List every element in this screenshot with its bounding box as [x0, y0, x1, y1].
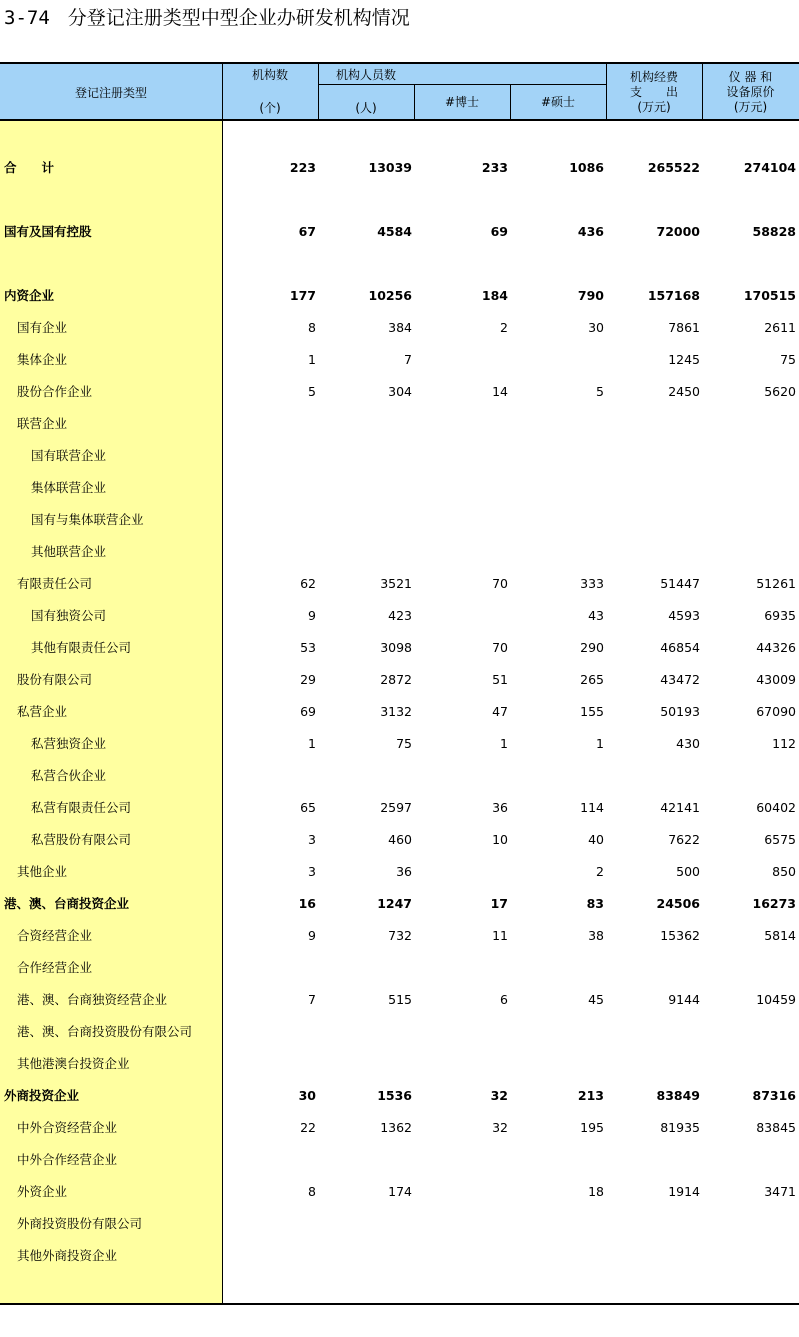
cell-phd: 32 [490, 1088, 508, 1103]
table-row [0, 894, 799, 914]
row-label: 其他外商投资企业 [17, 1248, 118, 1263]
cell-inst-count: 223 [289, 160, 316, 175]
cell-equipment: 5814 [764, 928, 796, 943]
table-row [0, 414, 799, 434]
table-number: 3-74 [4, 7, 50, 29]
cell-equipment: 112 [772, 736, 796, 751]
cell-master: 43 [588, 608, 604, 623]
cell-master: 213 [577, 1088, 604, 1103]
cell-expense: 1914 [668, 1184, 700, 1199]
cell-inst-count: 62 [300, 576, 316, 591]
cell-staff: 384 [388, 320, 412, 335]
cell-inst-count: 3 [308, 864, 316, 879]
cell-inst-count: 9 [308, 928, 316, 943]
cell-expense: 500 [676, 864, 700, 879]
table-row [0, 1214, 799, 1234]
row-label: 股份合作企业 [17, 384, 93, 399]
cell-phd: 2 [500, 320, 508, 335]
row-label: 国有及国有控股 [4, 224, 92, 239]
table-row [0, 1182, 799, 1202]
cell-staff: 10256 [368, 288, 412, 303]
table-header [0, 62, 799, 121]
cell-inst-count: 16 [298, 896, 316, 911]
cell-inst-count: 5 [308, 384, 316, 399]
cell-phd: 17 [490, 896, 508, 911]
row-label: 私营有限责任公司 [31, 800, 132, 815]
cell-staff: 3132 [380, 704, 412, 719]
table-row [0, 1022, 799, 1042]
row-label: 私营合伙企业 [31, 768, 107, 783]
row-label: 港、澳、台商独资经营企业 [17, 992, 168, 1007]
cell-staff: 1362 [380, 1120, 412, 1135]
cell-inst-count: 29 [300, 672, 316, 687]
cell-equipment: 170515 [743, 288, 796, 303]
page-title [4, 6, 410, 30]
cell-phd: 10 [492, 832, 508, 847]
cell-inst-count: 67 [298, 224, 316, 239]
cell-equipment: 6575 [764, 832, 796, 847]
table-row [0, 158, 799, 178]
cell-staff: 3521 [380, 576, 412, 591]
cell-master: 790 [577, 288, 604, 303]
row-label: 其他有限责任公司 [31, 640, 132, 655]
table-row [0, 542, 799, 562]
cell-staff: 460 [388, 832, 412, 847]
cell-expense: 46854 [660, 640, 700, 655]
cell-equipment: 43009 [756, 672, 796, 687]
cell-equipment: 60402 [756, 800, 796, 815]
table-row [0, 990, 799, 1010]
cell-staff: 2597 [380, 800, 412, 815]
header-equipment: 仪 器 和 [728, 70, 773, 84]
row-label: 内资企业 [4, 288, 55, 303]
cell-inst-count: 69 [300, 704, 316, 719]
cell-inst-count: 3 [308, 832, 316, 847]
cell-expense: 43472 [660, 672, 700, 687]
cell-equipment: 87316 [752, 1088, 796, 1103]
row-label: 其他企业 [17, 864, 68, 879]
header-equipment-2: 设备原价 [726, 85, 775, 99]
cell-phd: 36 [492, 800, 508, 815]
cell-master: 30 [588, 320, 604, 335]
cell-equipment: 67090 [756, 704, 796, 719]
cell-inst-count: 8 [308, 320, 316, 335]
header-phd: #博士 [444, 95, 480, 109]
table-row [0, 670, 799, 690]
header-expense-2: 支 出 [629, 85, 678, 99]
cell-equipment: 75 [780, 352, 796, 367]
cell-equipment: 274104 [743, 160, 796, 175]
table-row [0, 734, 799, 754]
cell-expense: 430 [676, 736, 700, 751]
cell-equipment: 5620 [764, 384, 796, 399]
row-label: 国有联营企业 [31, 448, 107, 463]
table-row [0, 1086, 799, 1106]
cell-expense: 2450 [668, 384, 700, 399]
table-row [0, 1054, 799, 1074]
cell-equipment: 850 [772, 864, 796, 879]
table-row [0, 1246, 799, 1266]
cell-phd: 32 [492, 1120, 508, 1135]
cell-equipment: 10459 [756, 992, 796, 1007]
cell-expense: 4593 [668, 608, 700, 623]
cell-phd: 11 [492, 928, 508, 943]
cell-staff: 13039 [368, 160, 412, 175]
table-title: 分登记注册类型中型企业办研发机构情况 [67, 7, 410, 29]
header-master: #硕士 [540, 95, 576, 109]
cell-staff: 4584 [377, 224, 412, 239]
table-row [0, 958, 799, 978]
table-row [0, 766, 799, 786]
cell-phd: 14 [492, 384, 508, 399]
header-expense-unit: (万元) [637, 100, 671, 114]
cell-inst-count: 1 [308, 352, 316, 367]
cell-expense: 7861 [668, 320, 700, 335]
row-label: 其他港澳台投资企业 [17, 1056, 130, 1071]
cell-master: 2 [596, 864, 604, 879]
cell-expense: 15362 [660, 928, 700, 943]
table-bottom-border [0, 1303, 799, 1305]
cell-staff: 36 [396, 864, 412, 879]
cell-phd: 69 [490, 224, 508, 239]
table-row [0, 382, 799, 402]
row-label: 合作经营企业 [17, 960, 93, 975]
cell-master: 1086 [569, 160, 604, 175]
row-label: 港、澳、台商投资企业 [4, 896, 130, 911]
cell-inst-count: 7 [308, 992, 316, 1007]
cell-staff: 3098 [380, 640, 412, 655]
cell-staff: 732 [388, 928, 412, 943]
header-staff-unit: (人) [355, 101, 377, 115]
cell-expense: 81935 [660, 1120, 700, 1135]
cell-staff: 2872 [380, 672, 412, 687]
cell-equipment: 44326 [756, 640, 796, 655]
cell-phd: 51 [492, 672, 508, 687]
table-row [0, 350, 799, 370]
cell-master: 265 [580, 672, 604, 687]
table-row [0, 606, 799, 626]
cell-master: 436 [577, 224, 604, 239]
header-expense: 机构经费 [629, 70, 678, 84]
cell-inst-count: 8 [308, 1184, 316, 1199]
cell-expense: 265522 [647, 160, 700, 175]
header-inst-count: 机构数 [251, 68, 288, 82]
row-label: 集体企业 [17, 352, 68, 367]
row-label: 集体联营企业 [31, 480, 107, 495]
row-label: 合 计 [4, 160, 55, 175]
cell-expense: 50193 [660, 704, 700, 719]
header-inst-count-unit: (个) [259, 101, 281, 115]
header-staff: 机构人员数 [335, 68, 396, 82]
cell-staff: 174 [388, 1184, 412, 1199]
cell-phd: 6 [500, 992, 508, 1007]
cell-master: 114 [580, 800, 604, 815]
cell-master: 45 [588, 992, 604, 1007]
table-row [0, 638, 799, 658]
cell-phd: 47 [492, 704, 508, 719]
row-label: 私营独资企业 [31, 736, 107, 751]
table-row [0, 446, 799, 466]
cell-expense: 9144 [668, 992, 700, 1007]
header-equipment-unit: (万元) [733, 100, 768, 114]
row-label: 港、澳、台商投资股份有限公司 [17, 1024, 193, 1039]
cell-master: 40 [588, 832, 604, 847]
row-label: 其他联营企业 [31, 544, 107, 559]
cell-staff: 1536 [377, 1088, 412, 1103]
cell-master: 5 [596, 384, 604, 399]
cell-phd: 184 [481, 288, 508, 303]
table-row [0, 286, 799, 306]
table-row [0, 798, 799, 818]
table-row [0, 862, 799, 882]
cell-equipment: 58828 [752, 224, 796, 239]
cell-master: 290 [580, 640, 604, 655]
cell-expense: 83849 [656, 1088, 700, 1103]
cell-expense: 1245 [668, 352, 700, 367]
cell-master: 38 [588, 928, 604, 943]
cell-staff: 75 [396, 736, 412, 751]
cell-master: 195 [580, 1120, 604, 1135]
cell-inst-count: 1 [308, 736, 316, 751]
cell-inst-count: 53 [300, 640, 316, 655]
header-type: 登记注册类型 [74, 86, 147, 100]
cell-master: 333 [580, 576, 604, 591]
row-label: 国有独资公司 [31, 608, 107, 623]
cell-inst-count: 9 [308, 608, 316, 623]
cell-phd: 1 [500, 736, 508, 751]
cell-staff: 515 [388, 992, 412, 1007]
cell-equipment: 6935 [764, 608, 796, 623]
data-table [0, 62, 799, 1305]
cell-equipment: 3471 [764, 1184, 796, 1199]
table-row [0, 478, 799, 498]
row-label: 外资企业 [17, 1184, 68, 1199]
row-label: 外商投资股份有限公司 [17, 1216, 143, 1231]
table-row [0, 702, 799, 722]
cell-equipment: 2611 [764, 320, 796, 335]
row-label: 合资经营企业 [17, 928, 93, 943]
cell-equipment: 51261 [756, 576, 796, 591]
cell-phd: 233 [481, 160, 508, 175]
cell-staff: 423 [388, 608, 412, 623]
table-row [0, 318, 799, 338]
row-label: 私营企业 [17, 704, 68, 719]
cell-master: 1 [596, 736, 604, 751]
cell-inst-count: 177 [289, 288, 316, 303]
cell-expense: 157168 [647, 288, 700, 303]
cell-staff: 1247 [377, 896, 412, 911]
cell-equipment: 83845 [756, 1120, 796, 1135]
cell-staff: 7 [404, 352, 412, 367]
table-row [0, 1118, 799, 1138]
cell-master: 83 [586, 896, 604, 911]
cell-inst-count: 65 [300, 800, 316, 815]
cell-expense: 51447 [660, 576, 700, 591]
cell-phd: 70 [492, 576, 508, 591]
row-label: 联营企业 [17, 416, 68, 431]
cell-expense: 7622 [668, 832, 700, 847]
row-label: 国有与集体联营企业 [31, 512, 144, 527]
cell-inst-count: 22 [300, 1120, 316, 1135]
cell-master: 155 [580, 704, 604, 719]
row-label: 中外合资经营企业 [17, 1120, 118, 1135]
row-label: 股份有限公司 [17, 672, 93, 687]
table-row [0, 830, 799, 850]
cell-equipment: 16273 [752, 896, 796, 911]
row-label: 国有企业 [17, 320, 68, 335]
cell-inst-count: 30 [298, 1088, 316, 1103]
row-label: 中外合作经营企业 [17, 1152, 118, 1167]
header-subline [318, 84, 606, 85]
cell-staff: 304 [388, 384, 412, 399]
cell-master: 18 [588, 1184, 604, 1199]
table-row [0, 510, 799, 530]
table-row [0, 1150, 799, 1170]
cell-expense: 24506 [656, 896, 700, 911]
table-row [0, 574, 799, 594]
cell-phd: 70 [492, 640, 508, 655]
row-label: 有限责任公司 [17, 576, 93, 591]
cell-expense: 72000 [656, 224, 700, 239]
table-row [0, 222, 799, 242]
table-row [0, 926, 799, 946]
row-label: 外商投资企业 [4, 1088, 80, 1103]
cell-expense: 42141 [660, 800, 700, 815]
row-label: 私营股份有限公司 [31, 832, 132, 847]
